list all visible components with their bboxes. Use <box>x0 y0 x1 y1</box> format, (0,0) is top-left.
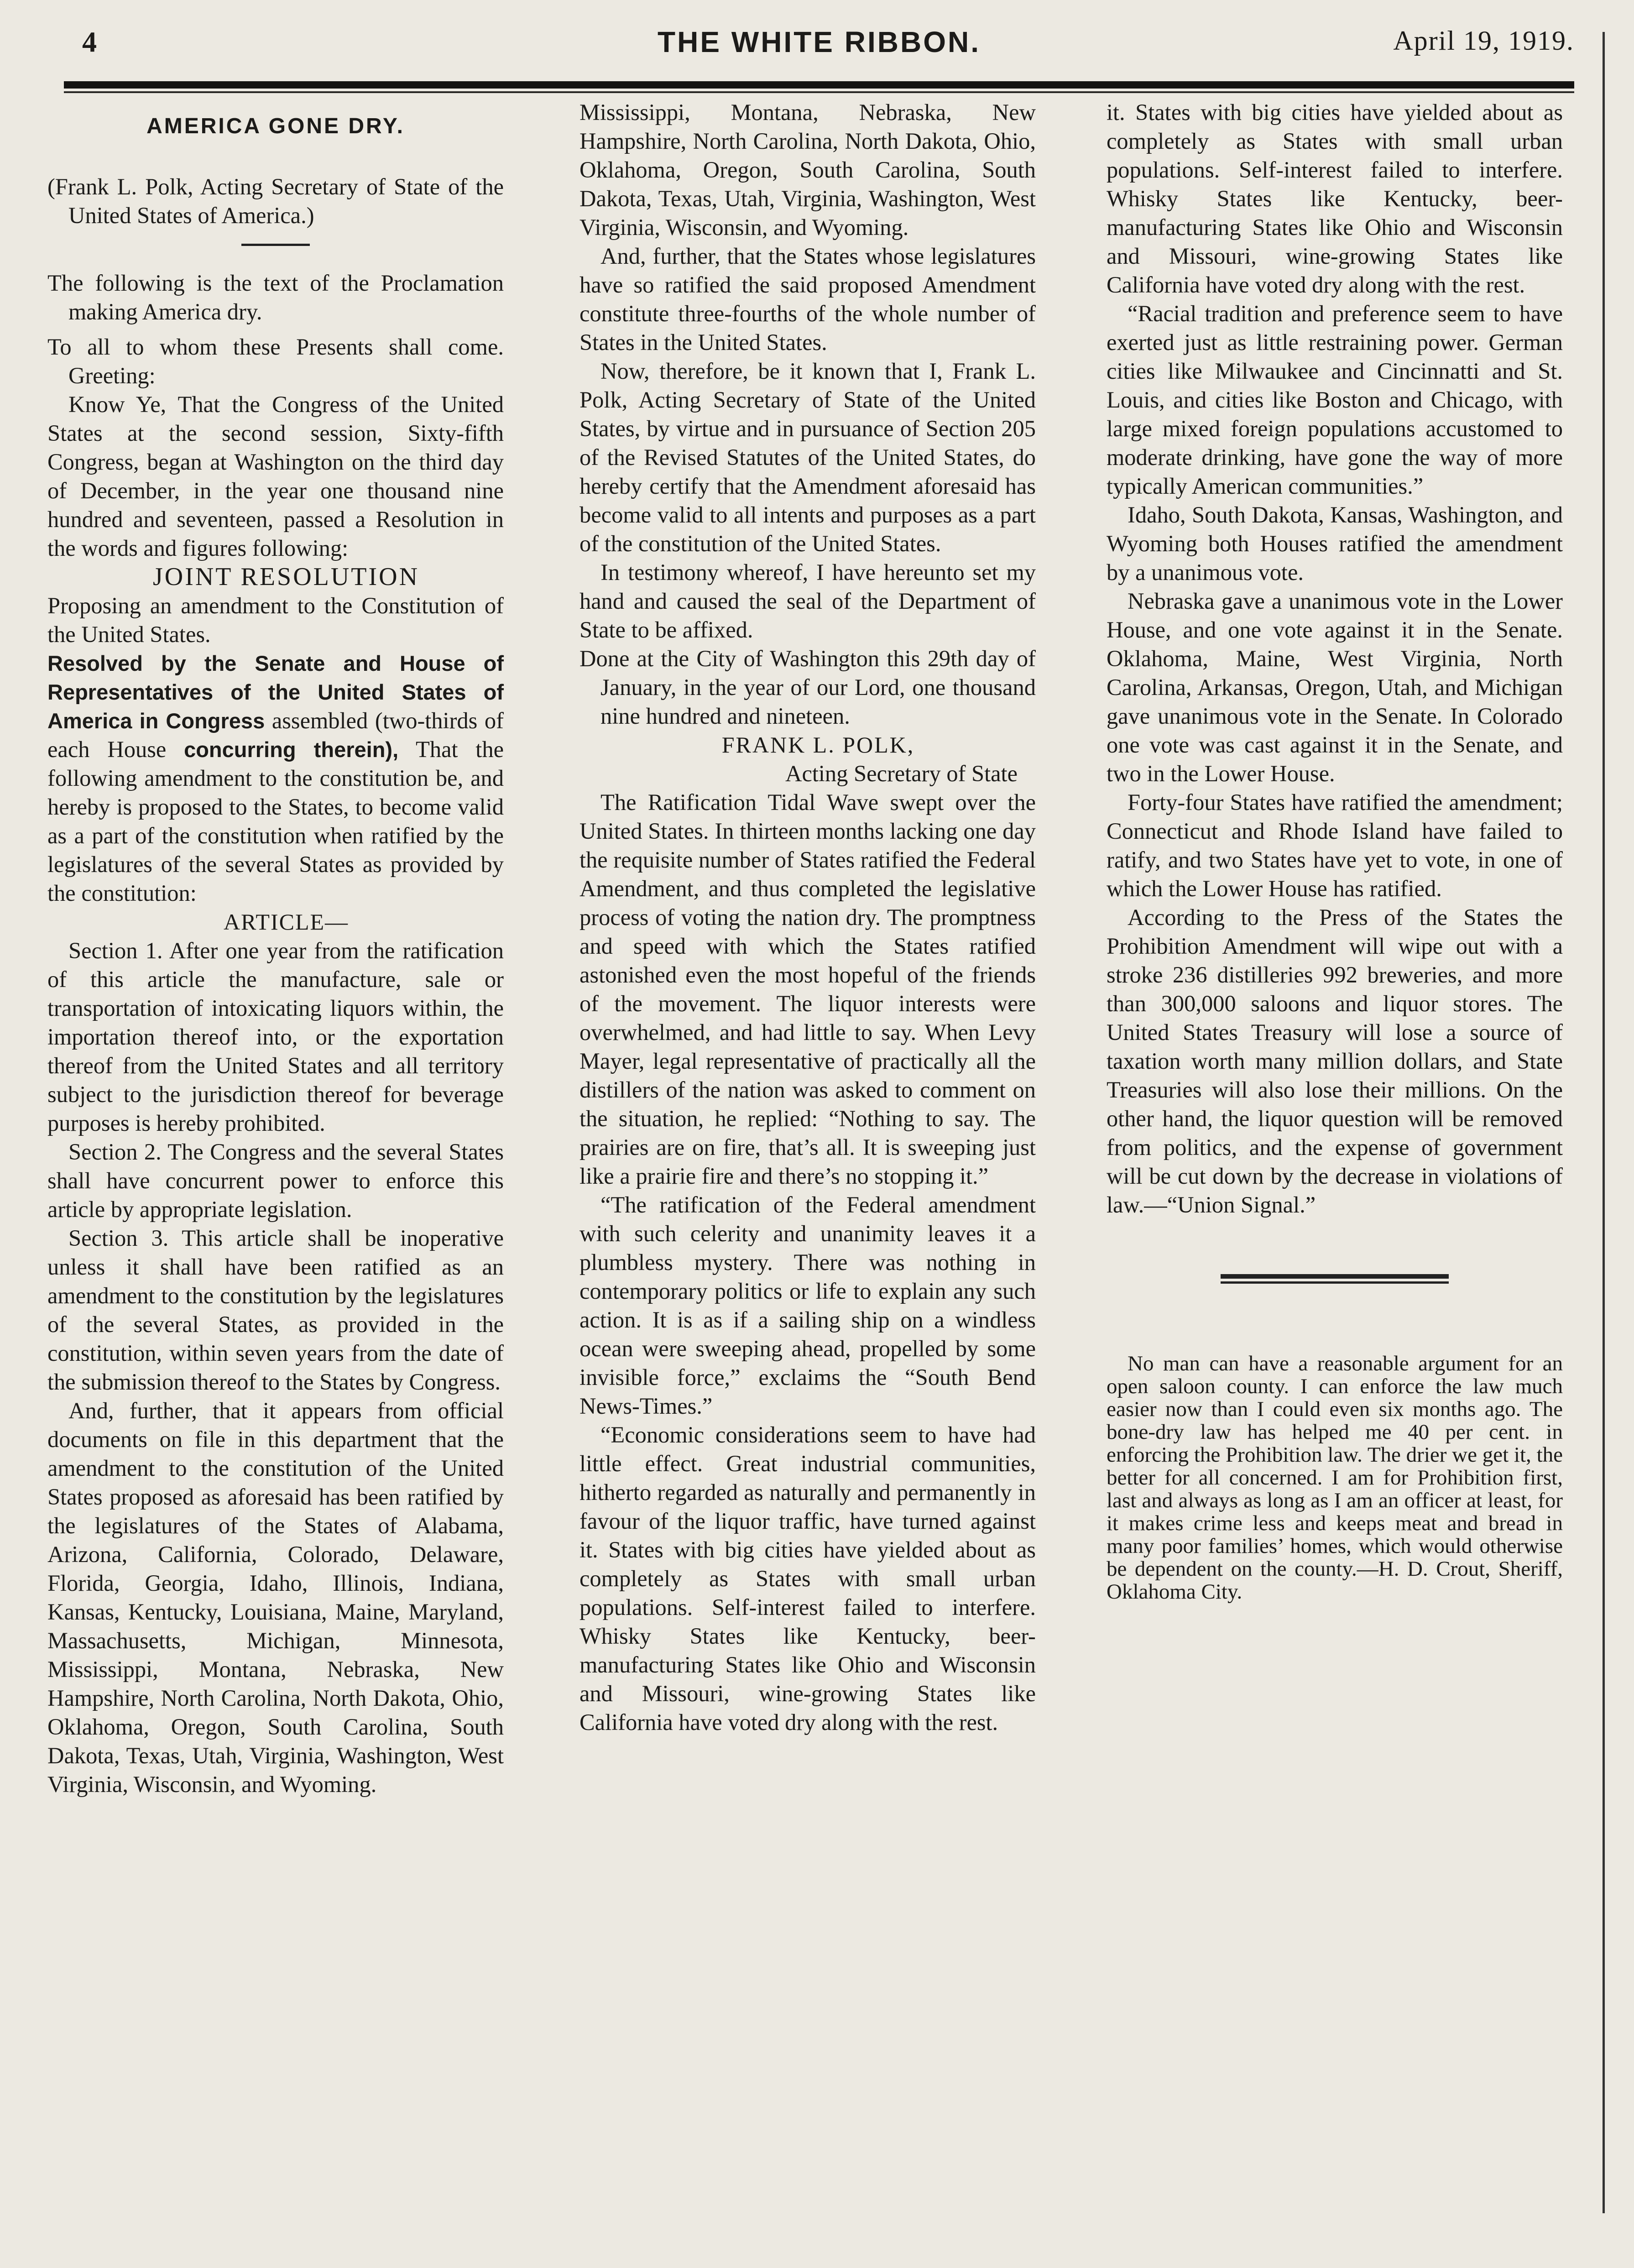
byline-divider <box>241 244 310 246</box>
header-rule-thin <box>64 91 1574 93</box>
section-separator <box>1221 1274 1449 1284</box>
section-3: Section 3. This article shall be inoperative unless it shall have been ratified as an amendment to the constitution by the legislatures of the several States, as provided in the constitution, within seven years from the date of the submission thereof to the States by Congress. <box>47 1225 504 1395</box>
sidebar-quote: No man can have a reasonable argument for an open saloon county. I can enforce the law much easier now than I could even six months ago. The bone-dry law has helped me 40 per cent. in enforcing the Prohibition law. The drier we get it, the better for all concerned. I am for Prohibition first, last and always as long as I am an officer at least, for it makes crime less and keeps meat and bread in many poor families’ homes, which would otherwise be dependent on the county.—H. D. Crout, Sheriff, Oklahoma City. <box>1107 1352 1563 1604</box>
section-1: Section 1. After one year from the ratification of this article the manufacture, sale or transportation of intoxicating liquors within, the importation thereof into, or the exportation thereof from the United States and all territory subject to the jurisdiction thereof for beverage purposes is hereby prohibited. <box>47 938 504 1136</box>
ratification-quote: “The ratification of the Federal amendment with such celerity and unanimity leaves it a plumbless mystery. There was nothing in contemporary politics or life to explain any such action. It is as if a sailing ship on a windless ocean were sweeping ahead, propelled by some invisible force,” exclaims the “South Bend News-Times.” <box>579 1192 1036 1419</box>
column-2 <box>579 98 1036 1735</box>
greeting-paragraph: To all to whom these Presents shall come. Greeting: <box>47 334 504 388</box>
now-therefore-paragraph: Now, therefore, be it known that I, Frank L. Polk, Acting Secretary of State of the United States, by virtue and in pursuance of Section 205 of the Revised Statutes of the United States, do hereby certify that the Amendment aforesaid has become valid to all intents and purposes as a part of the constitution of the United States. <box>579 358 1036 556</box>
page-number: 4 <box>82 26 97 58</box>
issue-date: April 19, 1919. <box>1393 26 1574 56</box>
resolved-paragraph <box>47 649 504 908</box>
page-header <box>64 25 1574 71</box>
nebraska-paragraph: Nebraska gave a unanimous vote in the Lower House, and one vote against it in the Senate. Oklahoma, Maine, West Virginia, North Carolina, Arkansas, Oregon, Utah, and Michigan gave unanimous vote in the Senate. In Colorado one vote was cast against it in the Senate, and two in the Lower House. <box>1107 588 1563 786</box>
resolved-bold-text: Resolved by the Senate and House of Representatives of the United States of America in Congress <box>47 651 504 733</box>
resolution-purpose: Proposing an amendment to the Constitution of the United States. <box>47 593 504 647</box>
article-byline: (Frank L. Polk, Acting Secretary of State of the United States of America.) <box>47 174 504 228</box>
intro-paragraph: The following is the text of the Proclamation making America dry. <box>47 270 504 324</box>
press-paragraph: According to the Press of the States the Prohibition Amendment will wipe out with a stroke 236 distilleries 992 breweries, and more than 300,000 saloons and liquor stores. The United States Treasury will lose a source of taxation worth many million dollars, and State Treasuries will also lose their millions. On the other hand, the liquor question will be removed from politics, and the expense of government will be cut down by the decrease in violations of law.—“Union Signal.” <box>1107 904 1563 1218</box>
tidal-wave-paragraph: The Ratification Tidal Wave swept over the United States. In thirteen months lacking one day the requisite number of States ratified the Federal Amendment, and thus completed the legislative process of voting the nation dry. The promptness and speed with which the States ratified astonished even the most hopeful of the friends of the movement. The liquor interests were overwhelmed, and had little to say. When Levy Mayer, legal representative of practically all the distillers of the nation was asked to comment on the situation, he replied: “Nothing to say. The prairies are on fire, that’s all. It is sweeping just like a prairie fire and there’s no stopping it.” <box>579 789 1036 1189</box>
done-at-paragraph: Done at the City of Washington this 29th day of January, in the year of our Lord, one thousand nine hundred and nineteen. <box>579 646 1036 729</box>
forty-four-paragraph: Forty-four States have ratified the amendment; Connecticut and Rhode Island have failed to ratify, and two States have yet to vote, in one of which the Lower House has ratified. <box>1107 789 1563 901</box>
column-3 <box>1107 98 1563 1603</box>
section-2: Section 2. The Congress and the several States shall have concurrent power to enforce this article by appropriate legislation. <box>47 1139 504 1222</box>
know-ye-paragraph: Know Ye, That the Congress of the United States at the second session, Sixty-fifth Congress, began at Washington on the third day of December, in the year one thousand nine hundred and seventeen, passed a Resolution in the words and figures following: <box>47 392 504 561</box>
signature-name: FRANK L. POLK, <box>721 732 915 758</box>
and-further-continued: Mississippi, Montana, Nebraska, New Hampshire, North Carolina, North Dakota, Ohio, Oklahoma, Oregon, South Carolina, South Dakota, Texas, Utah, Virginia, Washington, West Virginia, Wisconsin, and Wyoming. <box>579 99 1036 240</box>
signature-title: Acting Secretary of State <box>785 761 1018 786</box>
and-further-paragraph: And, further, that it appears from official documents on file in this department that the amendment to the constitution of the United States proposed as aforesaid has been ratified by the legislatures of the States of Alabama, Arizona, California, Colorado, Delaware, Florida, Georgia, Idaho, Illinois, Indiana, Kansas, Kentucky, Louisiana, Maine, Maryland, Massachusetts, Michigan, Minnesota, Mississippi, Montana, Nebraska, New Hampshire, North Carolina, North Dakota, Ohio, Oklahoma, Oregon, South Carolina, South Dakota, Texas, Utah, Virginia, Washington, West Virginia, Wisconsin, and Wyoming. <box>47 1398 504 1797</box>
article-heading: ARTICLE— <box>223 909 349 935</box>
column-1 <box>47 98 504 1856</box>
resolved-bold-text-2: concurring therein), <box>184 737 399 762</box>
header-rule-thick <box>64 81 1574 89</box>
economic-continued: it. States with big cities have yielded about as completely as States with small urban populations. Self-interest failed to interfere. Whisky States like Kentucky, beer-manufacturing States like Ohio and Wisconsin and Missouri, wine-growing States like California have voted dry along with the rest. <box>1107 99 1563 298</box>
and-further-2: And, further, that the States whose legislatures have so ratified the said proposed Amendment constitute three-fourths of the whole number of States in the United States. <box>579 243 1036 355</box>
testimony-paragraph: In testimony whereof, I have hereunto set my hand and caused the seal of the Department of State to be affixed. <box>579 559 1036 643</box>
page-edge-rule <box>1603 32 1605 2213</box>
article-title: AMERICA GONE DRY. <box>146 114 405 138</box>
economic-paragraph: “Economic considerations seem to have had little effect. Great industrial communities, hitherto regarded as naturally and permanently in favour of the liquor traffic, have turned against it. States with big cities have yielded about as completely as States with small urban populations. Self-interest failed to interfere. Whisky States like Kentucky, beer-manufacturing States like Ohio and Wisconsin and Missouri, wine-growing States like California have voted dry along with the rest. <box>579 1422 1036 1735</box>
joint-resolution-heading: JOINT RESOLUTION <box>152 563 420 591</box>
resolved-mid-text: assembled (two-thirds of each House <box>47 708 504 762</box>
racial-paragraph: “Racial tradition and preference seem to have exerted just as little restraining power. German cities like Milwaukee and Cincinnatti and St. Louis, and cities like Boston and Chicago, with large mixed foreign populations accustomed to moderate drinking, have gone the way of more typically American communities.” <box>1107 301 1563 499</box>
resolved-rest-text: That the following amendment to the constitution be, and hereby is proposed to the States, to become valid as a part of the constitution when ratified by the legislatures of the several States as provided by the constitution: <box>47 737 504 906</box>
publication-title: THE WHITE RIBBON. <box>658 26 981 58</box>
idaho-paragraph: Idaho, South Dakota, Kansas, Washington, and Wyoming both Houses ratified the amendment by a unanimous vote. <box>1107 502 1563 585</box>
